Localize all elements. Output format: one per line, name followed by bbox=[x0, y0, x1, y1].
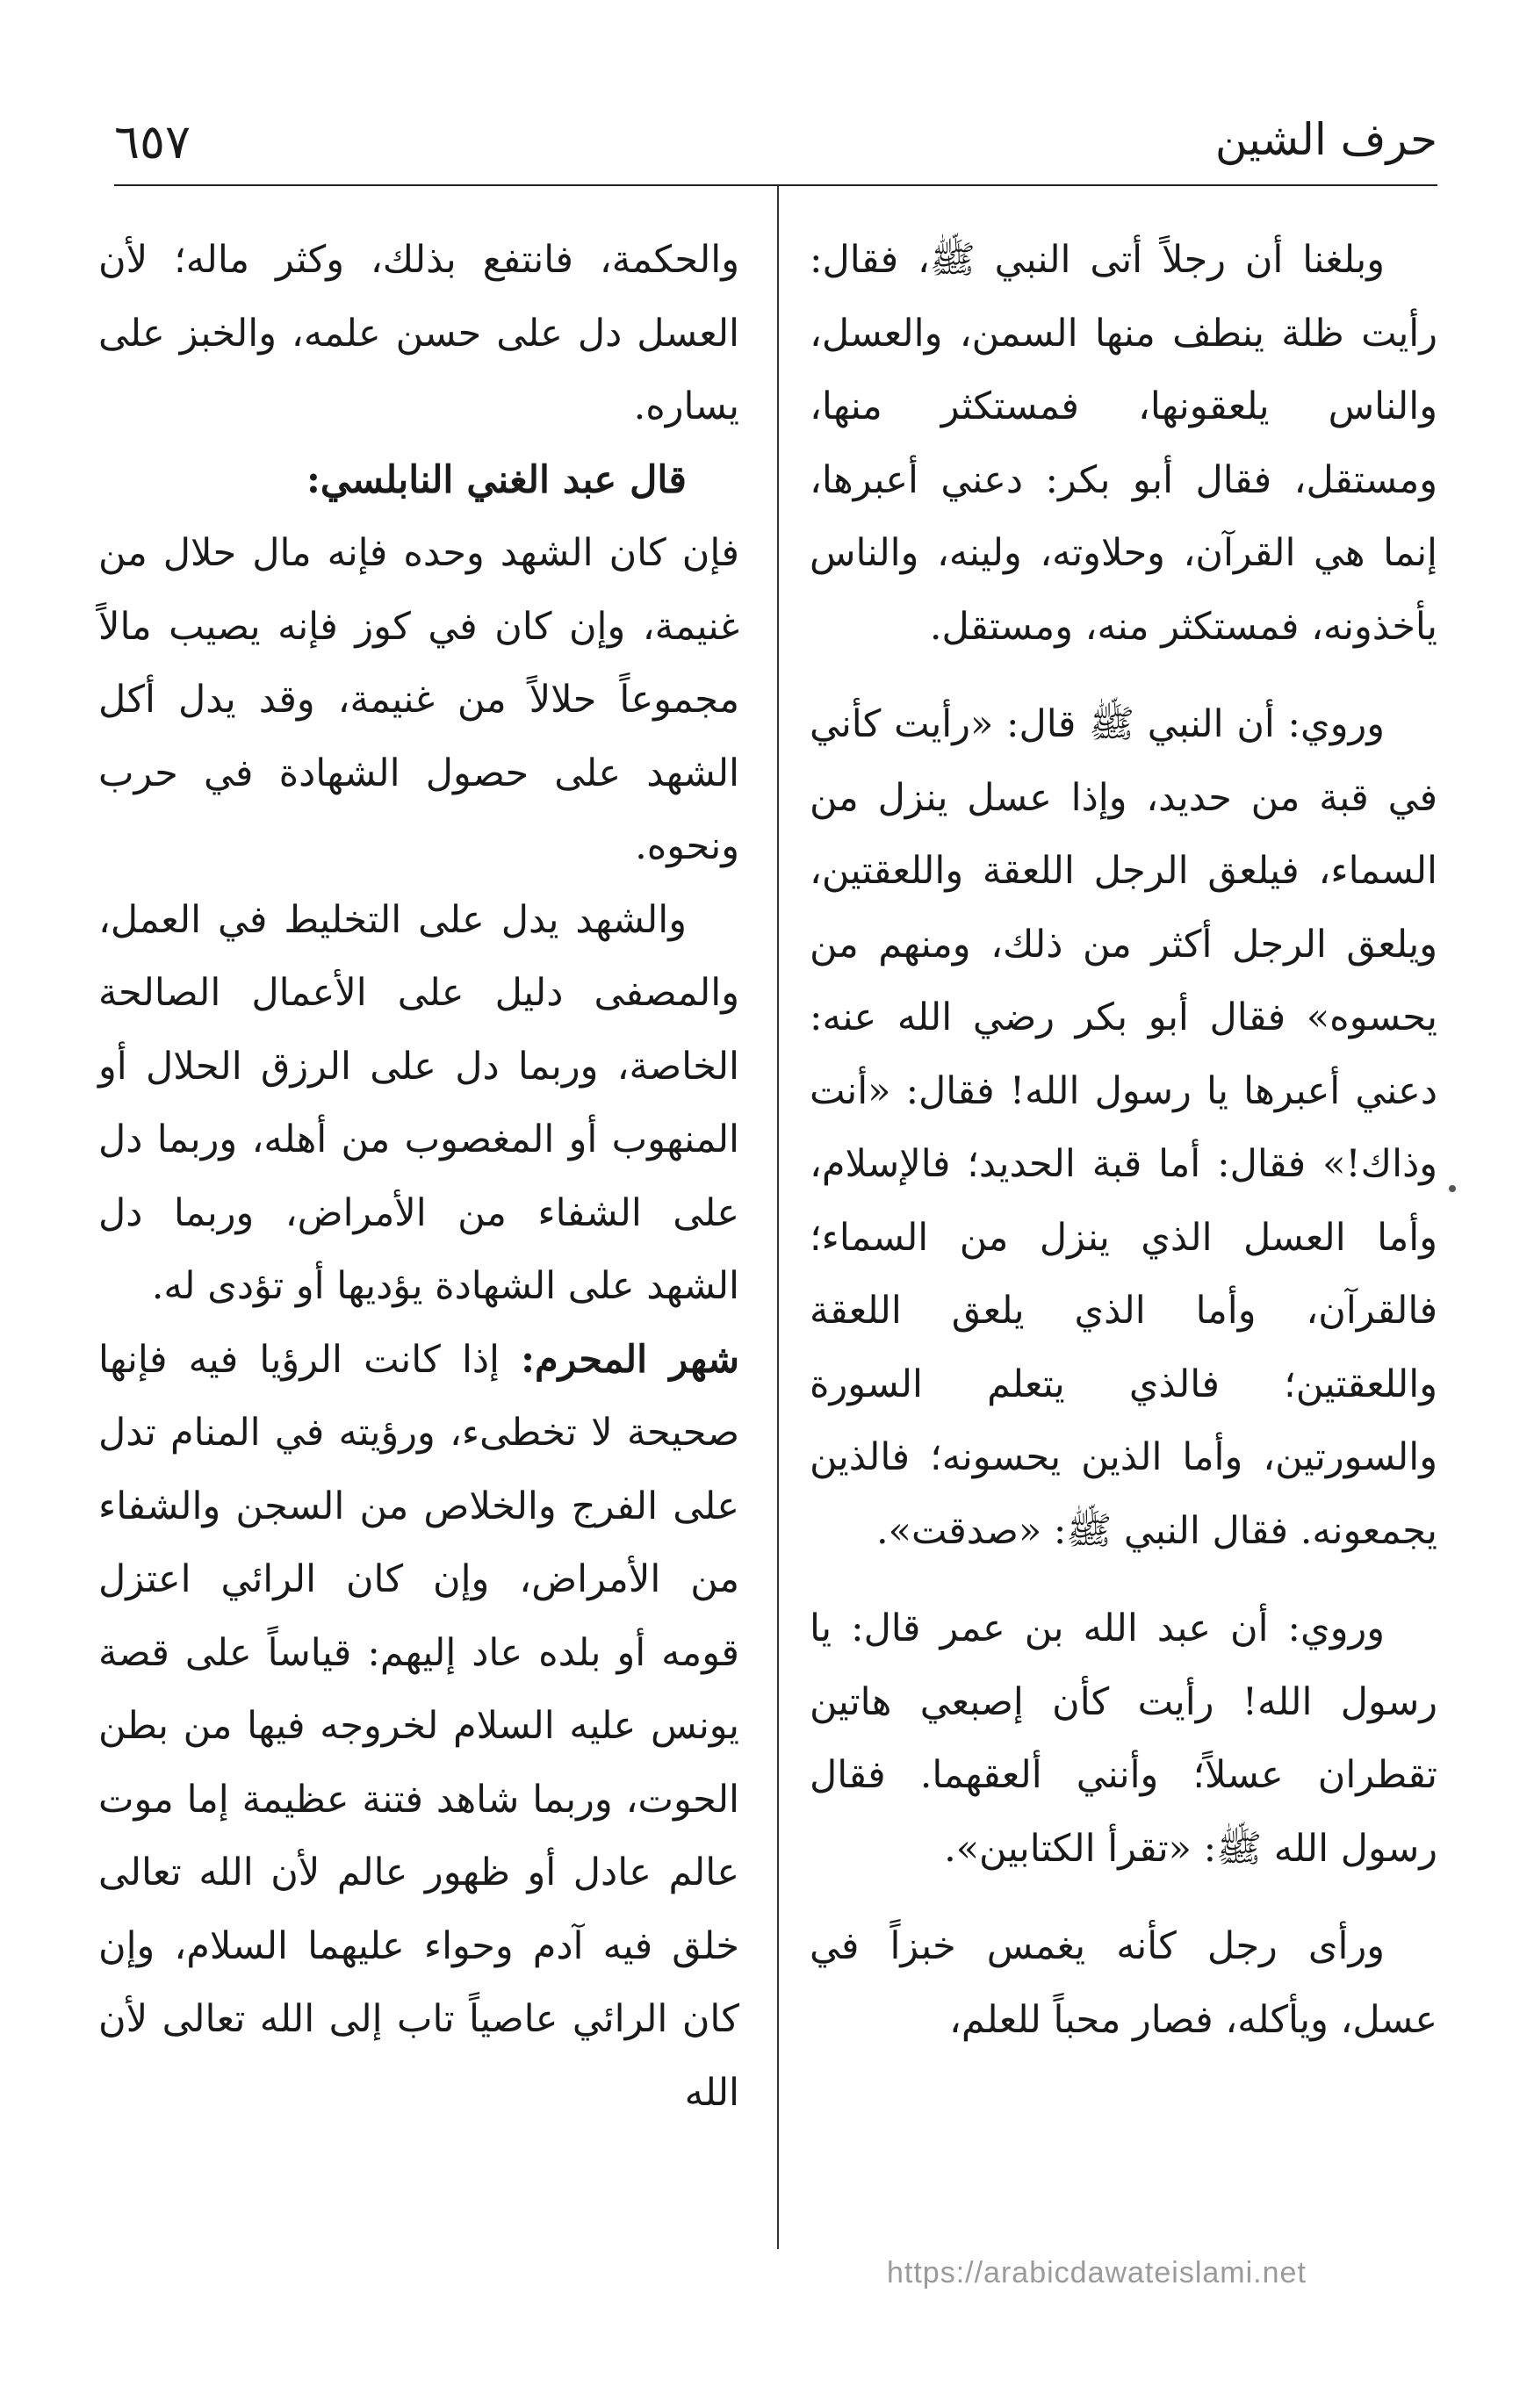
column-divider bbox=[777, 186, 779, 2249]
scan-speck bbox=[1449, 1185, 1456, 1192]
paragraph: وروي: أن النبي ﷺ قال: «رأيت كأني في قبة من حديد، وإذا عسل ينزل من السماء، فيلعق الرجل اللعقة واللعقتين، ويلعق الرجل أكثر من ذلك، ومنهم من يحسوه» فقال أبو بكر رضي الله عنه: دعني أعبرها يا رسول الله! فقال: «أنت وذاك!» فقال: أما قبة الحديد؛ فالإسلام، وأما العسل الذي ينزل من السماء؛ فالقرآن، وأما الذي يلعق اللعقة واللعقتين؛ فالذي يتعلم السورة والسورتين، وأما الذين يحسونه؛ فالذين يجمعونه. فقال النبي ﷺ: «صدقت». bbox=[810, 702, 1437, 1553]
paragraph: وبلغنا أن رجلاً أتى النبي ﷺ، فقال: رأيت ظلة ينطف منها السمن، والعسل، والناس يلعقونها، فمستكثر منها، ومستقل، فقال أبو بكر: دعني أعبرها، إنما هي القرآن، وحلاوته، ولينه، والناس يأخذونه، فمستكثر منه، ومستقل. bbox=[810, 238, 1438, 649]
dictionary-entry bbox=[98, 1324, 739, 2131]
paragraph: فإن كان الشهد وحده فإنه مال حلال من غنيمة، وإن كان في كوز فإنه يصيب مالاً مجموعاً حلالاً من غنيمة، وقد يدل أكل الشهد على حصول الشهادة في حرب ونحوه. bbox=[98, 531, 739, 868]
paragraph: ورأى رجل كأنه يغمس خبزاً في عسل، ويأكله، فصار محباً للعلم، bbox=[810, 1924, 1437, 2042]
paragraph: والحكمة، فانتفع بذلك، وكثر ماله؛ لأن العسل دل على حسن علمه، والخبز على يساره. bbox=[98, 238, 739, 428]
entry-term: شهر المحرم: bbox=[521, 1337, 740, 1382]
page-header bbox=[114, 105, 1437, 186]
left-column bbox=[98, 224, 739, 2130]
right-column bbox=[810, 224, 1437, 2081]
section-heading: قال عبد الغني النابلسي: bbox=[306, 457, 687, 502]
paragraph: والشهد يدل على التخليط في العمل، والمصفى دليل على الأعمال الصالحة الخاصة، وربما دل على الرزق الحلال أو المنهوب أو المغصوب من أهله، وربما دل على الشفاء من الأمراض، وربما دل الشهد على الشهادة يؤديها أو تؤدى له. bbox=[98, 897, 739, 1308]
chapter-title: حرف الشين bbox=[1214, 114, 1437, 165]
page-number: ٦٥٧ bbox=[114, 114, 191, 169]
entry-text: إذا كانت الرؤيا فيه فإنها صحيحة لا تخطىء، ورؤيته في المنام تدل على الفرج والخلاص من السجن والشفاء من الأمراض، وإن كان الرائي اعتزل قومه أو بلده عاد إليهم: قياساً على قصة يونس عليه السلام لخروجه فيها من بطن الحوت، وربما شاهد فتنة عظيمة إما موت عالم عادل أو ظهور عالم لأن الله تعالى خلق فيه آدم وحواء عليهما السلام، وإن كان الرائي عاصياً تاب إلى الله تعالى لأن الله bbox=[98, 1337, 739, 2115]
paragraph: وروي: أن عبد الله بن عمر قال: يا رسول الله! رأيت كأن إصبعي هاتين تقطران عسلاً؛ وأنني ألعقهما. فقال رسول الله ﷺ: «تقرأ الكتابين». bbox=[810, 1607, 1437, 1871]
watermark: https://arabicdawateislami.net bbox=[887, 2256, 1307, 2289]
